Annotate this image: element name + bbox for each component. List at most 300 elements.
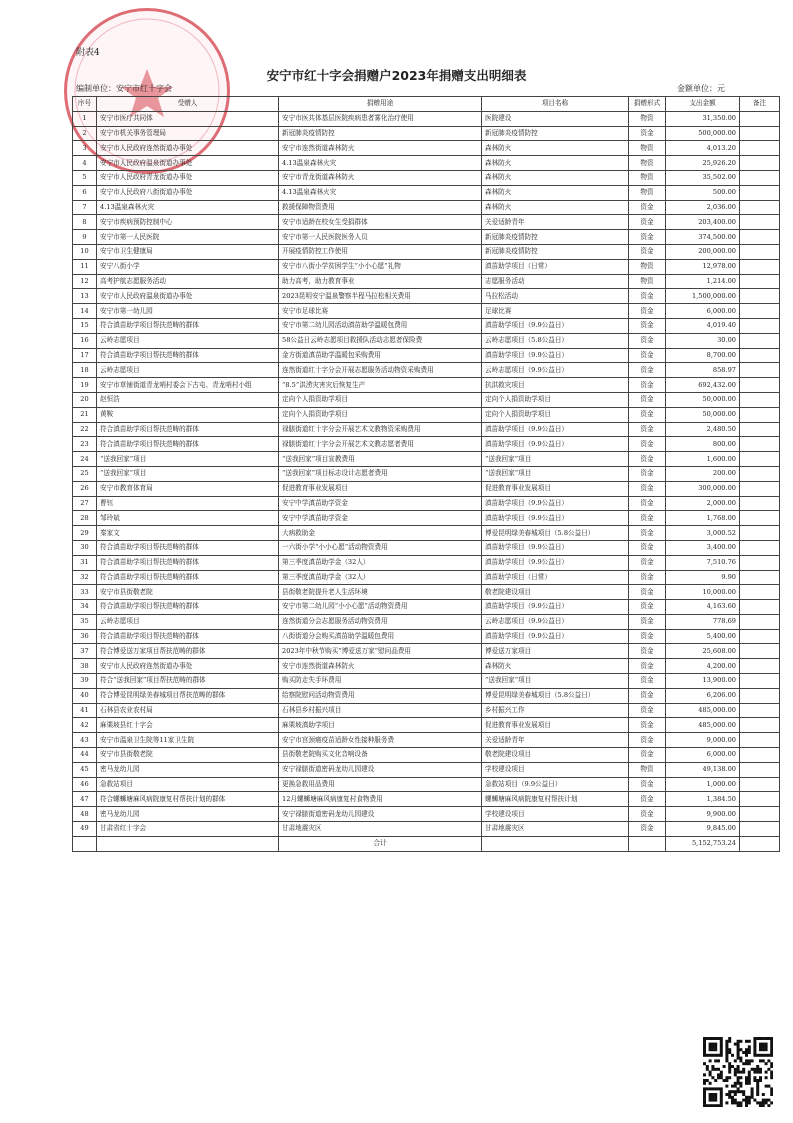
row-project: 定向个人捐资助学项目 bbox=[482, 407, 629, 422]
row-project: 云岭志愿项目（9.9公益日） bbox=[482, 614, 629, 629]
row-remark bbox=[740, 170, 780, 185]
row-purpose: “8.5”洪涝灾害灾后恢复生产 bbox=[279, 378, 482, 393]
row-no: 27 bbox=[73, 496, 97, 511]
row-purpose: 安宁中学滇苗助学资金 bbox=[279, 511, 482, 526]
row-recipient: 石林县农业农村局 bbox=[97, 703, 279, 718]
row-recipient: 安宁市人民政府八街街道办事处 bbox=[97, 185, 279, 200]
row-recipient: 符合滇苗助学项目帮扶范畴的群体 bbox=[97, 555, 279, 570]
row-form: 资金 bbox=[629, 230, 666, 245]
row-remark bbox=[740, 156, 780, 171]
table-row bbox=[73, 289, 780, 304]
table-row bbox=[73, 452, 780, 467]
row-form: 资金 bbox=[629, 333, 666, 348]
row-form: 物资 bbox=[629, 141, 666, 156]
row-recipient: 安宁市第一人民医院 bbox=[97, 230, 279, 245]
col-header-purpose: 捐赠用途 bbox=[279, 97, 482, 112]
row-remark bbox=[740, 629, 780, 644]
row-project: 森林防火 bbox=[482, 156, 629, 171]
row-recipient: 密马龙幼儿园 bbox=[97, 807, 279, 822]
row-no: 45 bbox=[73, 762, 97, 777]
row-remark bbox=[740, 777, 780, 792]
row-form: 资金 bbox=[629, 644, 666, 659]
row-no: 28 bbox=[73, 511, 97, 526]
row-recipient: 甘肃省红十字会 bbox=[97, 822, 279, 837]
row-recipient: 安宁市人民政府温泉街道办事处 bbox=[97, 156, 279, 171]
row-remark bbox=[740, 407, 780, 422]
row-recipient: 安宁市第一幼儿园 bbox=[97, 304, 279, 319]
row-purpose: 甘肃地震灾区 bbox=[279, 822, 482, 837]
page-title: 安宁市红十字会捐赠户2023年捐赠支出明细表 bbox=[266, 68, 527, 83]
row-no: 9 bbox=[73, 230, 97, 245]
row-no: 34 bbox=[73, 600, 97, 615]
row-remark bbox=[740, 304, 780, 319]
row-amount: 1,768.00 bbox=[666, 511, 740, 526]
row-project: 博爱昆明绿美春城项目（5.8公益日） bbox=[482, 526, 629, 541]
row-no: 38 bbox=[73, 659, 97, 674]
row-purpose: 金方街道滇苗助学温暖包采购费用 bbox=[279, 348, 482, 363]
row-purpose: 县街敬老院购买文化音响设备 bbox=[279, 748, 482, 763]
row-no: 31 bbox=[73, 555, 97, 570]
row-remark bbox=[740, 392, 780, 407]
row-no: 24 bbox=[73, 452, 97, 467]
row-form: 资金 bbox=[629, 422, 666, 437]
row-purpose: 4.13温泉森林火灾 bbox=[279, 156, 482, 171]
row-amount: 200.00 bbox=[666, 466, 740, 481]
row-project: 滇苗助学项目（9.9公益日） bbox=[482, 437, 629, 452]
row-purpose: 开展疫情防控工作使用 bbox=[279, 244, 482, 259]
row-amount: 1,384.50 bbox=[666, 792, 740, 807]
total-label: 合计 bbox=[279, 836, 482, 851]
row-no: 37 bbox=[73, 644, 97, 659]
table-row bbox=[73, 466, 780, 481]
table-row bbox=[73, 185, 780, 200]
row-amount: 778.69 bbox=[666, 614, 740, 629]
row-form: 资金 bbox=[629, 703, 666, 718]
row-project: 博爱送万家项目 bbox=[482, 644, 629, 659]
row-project: 博爱昆明绿美春城项目（5.8公益日） bbox=[482, 688, 629, 703]
row-no: 44 bbox=[73, 748, 97, 763]
table-header bbox=[73, 97, 780, 112]
table-row bbox=[73, 748, 780, 763]
row-recipient: 云岭志愿项目 bbox=[97, 363, 279, 378]
row-form: 资金 bbox=[629, 526, 666, 541]
row-no: 12 bbox=[73, 274, 97, 289]
row-form: 资金 bbox=[629, 540, 666, 555]
row-form: 资金 bbox=[629, 200, 666, 215]
row-purpose: 安宁市宫颈癌疫苗适龄女性接种服务费 bbox=[279, 733, 482, 748]
row-form: 资金 bbox=[629, 748, 666, 763]
row-purpose: 安宁市青龙街道森林防火 bbox=[279, 170, 482, 185]
row-project: 足球比赛 bbox=[482, 304, 629, 319]
row-remark bbox=[740, 215, 780, 230]
table-row bbox=[73, 540, 780, 555]
row-no: 39 bbox=[73, 674, 97, 689]
row-project: 新冠肺炎疫情防控 bbox=[482, 230, 629, 245]
row-purpose: 连然街道红十字分会开展志愿服务活动物资采购费用 bbox=[279, 363, 482, 378]
row-no: 36 bbox=[73, 629, 97, 644]
row-remark bbox=[740, 540, 780, 555]
row-recipient: 符合博爱昆明绿美春城项目帮扶范畴的群体 bbox=[97, 688, 279, 703]
row-amount: 692,432.00 bbox=[666, 378, 740, 393]
row-purpose: 禄脿街道红十字分会开展艺术文教志愿者费用 bbox=[279, 437, 482, 452]
row-form: 资金 bbox=[629, 792, 666, 807]
table-row bbox=[73, 511, 780, 526]
row-amount: 374,500.00 bbox=[666, 230, 740, 245]
row-no: 22 bbox=[73, 422, 97, 437]
row-recipient: 符合滇苗助学项目帮扶范畴的群体 bbox=[97, 437, 279, 452]
row-remark bbox=[740, 363, 780, 378]
row-remark bbox=[740, 644, 780, 659]
row-recipient: 黄鞍 bbox=[97, 407, 279, 422]
row-project: 关爱适龄青年 bbox=[482, 733, 629, 748]
row-form: 资金 bbox=[629, 718, 666, 733]
row-project: 学校建设项目 bbox=[482, 807, 629, 822]
row-form: 资金 bbox=[629, 674, 666, 689]
row-form: 资金 bbox=[629, 378, 666, 393]
row-recipient: 符合滇苗助学项目帮扶范畴的群体 bbox=[97, 318, 279, 333]
row-project: 滇苗助学项目（日常） bbox=[482, 570, 629, 585]
row-recipient: 符合滇苗助学项目帮扶范畴的群体 bbox=[97, 570, 279, 585]
row-remark bbox=[740, 792, 780, 807]
row-purpose: 给察院慰问活动物资费用 bbox=[279, 688, 482, 703]
row-form: 资金 bbox=[629, 614, 666, 629]
row-form: 资金 bbox=[629, 318, 666, 333]
row-form: 物资 bbox=[629, 259, 666, 274]
col-header-project: 项目名称 bbox=[482, 97, 629, 112]
row-amount: 49,138.00 bbox=[666, 762, 740, 777]
row-remark bbox=[740, 585, 780, 600]
row-remark bbox=[740, 762, 780, 777]
row-remark bbox=[740, 600, 780, 615]
row-project: 促进教育事业发展项目 bbox=[482, 481, 629, 496]
row-remark bbox=[740, 526, 780, 541]
row-purpose: 八街街道分会购买滇苗助学温暖包费用 bbox=[279, 629, 482, 644]
row-no: 21 bbox=[73, 407, 97, 422]
row-remark bbox=[740, 748, 780, 763]
row-amount: 35,502.00 bbox=[666, 170, 740, 185]
row-recipient: 密马龙幼儿园 bbox=[97, 762, 279, 777]
row-remark bbox=[740, 466, 780, 481]
row-recipient: 安宁市教育体育局 bbox=[97, 481, 279, 496]
row-purpose: 安宁市连然街道森林防火 bbox=[279, 141, 482, 156]
row-form: 物资 bbox=[629, 111, 666, 126]
table-row bbox=[73, 629, 780, 644]
row-project: 滇苗助学项目（9.9公益日） bbox=[482, 422, 629, 437]
row-amount: 4,200.00 bbox=[666, 659, 740, 674]
row-no: 25 bbox=[73, 466, 97, 481]
row-project: 云岭志愿项目（9.9公益日） bbox=[482, 363, 629, 378]
row-recipient: 符合博爱送万家项目帮扶范畴的群体 bbox=[97, 644, 279, 659]
col-header-form: 捐赠形式 bbox=[629, 97, 666, 112]
row-amount: 50,000.00 bbox=[666, 407, 740, 422]
row-amount: 4,013.20 bbox=[666, 141, 740, 156]
row-project: 滇苗助学项目（9.9公益日） bbox=[482, 540, 629, 555]
row-project: 滇苗助学项目（日常） bbox=[482, 259, 629, 274]
row-project: 马拉松活动 bbox=[482, 289, 629, 304]
row-project: 森林防火 bbox=[482, 141, 629, 156]
row-remark bbox=[740, 274, 780, 289]
row-purpose: 安宁市第二幼儿园活动滇苗助学温暖包费用 bbox=[279, 318, 482, 333]
table-row bbox=[73, 200, 780, 215]
row-amount: 9.90 bbox=[666, 570, 740, 585]
table-row bbox=[73, 688, 780, 703]
row-purpose: “送我回家”项目宣教费用 bbox=[279, 452, 482, 467]
row-purpose: 58公益日云岭志愿项目救援队活动志愿者保险费 bbox=[279, 333, 482, 348]
row-purpose: 安宁禄脿街道密码龙幼儿园建设 bbox=[279, 762, 482, 777]
row-recipient: 符合滇苗助学项目帮扶范畴的群体 bbox=[97, 348, 279, 363]
row-remark bbox=[740, 185, 780, 200]
row-form: 资金 bbox=[629, 555, 666, 570]
row-amount: 4,163.60 bbox=[666, 600, 740, 615]
row-form: 资金 bbox=[629, 659, 666, 674]
row-no: 33 bbox=[73, 585, 97, 600]
row-remark bbox=[740, 200, 780, 215]
table-row bbox=[73, 762, 780, 777]
row-amount: 2,000.00 bbox=[666, 496, 740, 511]
row-recipient: “送我回家”项目 bbox=[97, 452, 279, 467]
row-recipient: 安宁市县街敬老院 bbox=[97, 748, 279, 763]
unit-label: 金额单位：元 bbox=[677, 84, 725, 93]
row-form: 资金 bbox=[629, 807, 666, 822]
row-purpose: 石林县乡村振兴项目 bbox=[279, 703, 482, 718]
row-amount: 500,000.00 bbox=[666, 126, 740, 141]
row-form: 资金 bbox=[629, 466, 666, 481]
row-no: 47 bbox=[73, 792, 97, 807]
row-purpose: 安宁市足球比赛 bbox=[279, 304, 482, 319]
row-remark bbox=[740, 126, 780, 141]
row-project: 森林防火 bbox=[482, 170, 629, 185]
row-amount: 9,000.00 bbox=[666, 733, 740, 748]
table-row bbox=[73, 437, 780, 452]
row-recipient: 安宁市疾病预防控制中心 bbox=[97, 215, 279, 230]
row-purpose: 一六街小学“小小心愿”活动物资费用 bbox=[279, 540, 482, 555]
row-form: 资金 bbox=[629, 496, 666, 511]
row-form: 物资 bbox=[629, 274, 666, 289]
row-remark bbox=[740, 688, 780, 703]
row-project: 滇苗助学项目（9.9公益日） bbox=[482, 600, 629, 615]
row-amount: 13,900.00 bbox=[666, 674, 740, 689]
col-header-remark: 备注 bbox=[740, 97, 780, 112]
row-form: 资金 bbox=[629, 629, 666, 644]
row-project: 医院建设 bbox=[482, 111, 629, 126]
row-form: 资金 bbox=[629, 481, 666, 496]
row-amount: 800.00 bbox=[666, 437, 740, 452]
table-row bbox=[73, 378, 780, 393]
row-remark bbox=[740, 378, 780, 393]
row-recipient: “送我回家”项目 bbox=[97, 466, 279, 481]
row-no: 42 bbox=[73, 718, 97, 733]
row-amount: 203,400.00 bbox=[666, 215, 740, 230]
row-recipient: 麻栗坡县红十字会 bbox=[97, 718, 279, 733]
table-row bbox=[73, 777, 780, 792]
row-project: 促进教育事业发展项目 bbox=[482, 718, 629, 733]
row-amount: 6,206.00 bbox=[666, 688, 740, 703]
row-recipient: 安宁市人民政府温泉街道办事处 bbox=[97, 289, 279, 304]
row-project: 螺蛳塘麻风病院康复村帮扶计划 bbox=[482, 792, 629, 807]
row-purpose: 12月螺蛳塘麻风病康复村食物费用 bbox=[279, 792, 482, 807]
row-remark bbox=[740, 807, 780, 822]
row-form: 资金 bbox=[629, 688, 666, 703]
table-row bbox=[73, 363, 780, 378]
table-row bbox=[73, 422, 780, 437]
row-recipient: 符合滇苗助学项目帮扶范畴的群体 bbox=[97, 540, 279, 555]
row-form: 资金 bbox=[629, 126, 666, 141]
row-recipient: 4.13温泉森林火灾 bbox=[97, 200, 279, 215]
table-row bbox=[73, 718, 780, 733]
row-form: 资金 bbox=[629, 570, 666, 585]
row-project: 森林防火 bbox=[482, 200, 629, 215]
row-recipient: 安宁市人民政府连然街道办事处 bbox=[97, 141, 279, 156]
row-remark bbox=[740, 244, 780, 259]
row-form: 资金 bbox=[629, 363, 666, 378]
row-project: 定向个人捐资助学项目 bbox=[482, 392, 629, 407]
row-amount: 2,036.00 bbox=[666, 200, 740, 215]
row-purpose: 4.13温泉森林火灾 bbox=[279, 185, 482, 200]
row-form: 资金 bbox=[629, 407, 666, 422]
row-purpose: 2023昆明安宁温泉警察半程马拉松相关费用 bbox=[279, 289, 482, 304]
table-row bbox=[73, 170, 780, 185]
row-remark bbox=[740, 437, 780, 452]
col-header-no: 序号 bbox=[73, 97, 97, 112]
row-recipient: 安宁市温泉卫生院等11家卫生院 bbox=[97, 733, 279, 748]
row-no: 11 bbox=[73, 259, 97, 274]
row-remark bbox=[740, 674, 780, 689]
row-form: 资金 bbox=[629, 348, 666, 363]
row-remark bbox=[740, 733, 780, 748]
row-remark bbox=[740, 511, 780, 526]
row-no: 20 bbox=[73, 392, 97, 407]
row-purpose: 购买防走失手环费用 bbox=[279, 674, 482, 689]
row-amount: 4,019.40 bbox=[666, 318, 740, 333]
table-row bbox=[73, 407, 780, 422]
row-form: 物资 bbox=[629, 170, 666, 185]
row-recipient: 安宁八街小学 bbox=[97, 259, 279, 274]
row-purpose: 更换急救用品费用 bbox=[279, 777, 482, 792]
table-row bbox=[73, 156, 780, 171]
row-purpose: 促进教育事业发展项目 bbox=[279, 481, 482, 496]
row-form: 资金 bbox=[629, 392, 666, 407]
row-recipient: 安宁市机关事务管理局 bbox=[97, 126, 279, 141]
row-form: 物资 bbox=[629, 185, 666, 200]
row-form: 资金 bbox=[629, 304, 666, 319]
row-no: 32 bbox=[73, 570, 97, 585]
row-project: “送我回家”项目 bbox=[482, 674, 629, 689]
row-no: 2 bbox=[73, 126, 97, 141]
row-purpose: 安宁市医共体基层医院疾病患者雾化治疗使用 bbox=[279, 111, 482, 126]
row-form: 资金 bbox=[629, 600, 666, 615]
row-project: 滇苗助学项目（9.9公益日） bbox=[482, 629, 629, 644]
row-purpose: 新冠肺炎疫情防控 bbox=[279, 126, 482, 141]
row-amount: 10,000.00 bbox=[666, 585, 740, 600]
row-no: 46 bbox=[73, 777, 97, 792]
table-row bbox=[73, 674, 780, 689]
row-purpose: 连然街道分会志愿服务活动物资费用 bbox=[279, 614, 482, 629]
row-project: 滇苗助学项目（9.9公益日） bbox=[482, 348, 629, 363]
row-remark bbox=[740, 452, 780, 467]
col-header-amount: 支出金额 bbox=[666, 97, 740, 112]
row-form: 资金 bbox=[629, 289, 666, 304]
donation-table bbox=[72, 96, 780, 852]
table-row bbox=[73, 304, 780, 319]
row-purpose: 麻栗坡滇助学项目 bbox=[279, 718, 482, 733]
row-purpose: 安宁市八街小学贫困学生“小小心愿”礼物 bbox=[279, 259, 482, 274]
row-remark bbox=[740, 703, 780, 718]
row-purpose: 禄脿街道红十字分会开展艺术文教物资采购费用 bbox=[279, 422, 482, 437]
row-purpose: 安宁中学滇苗助学资金 bbox=[279, 496, 482, 511]
row-form: 物资 bbox=[629, 762, 666, 777]
row-recipient: 符合滇苗助学项目帮扶范畴的群体 bbox=[97, 422, 279, 437]
row-project: 新冠肺炎疫情防控 bbox=[482, 244, 629, 259]
row-no: 1 bbox=[73, 111, 97, 126]
row-no: 16 bbox=[73, 333, 97, 348]
row-remark bbox=[740, 422, 780, 437]
row-recipient: 符合滇苗助学项目帮扶范畴的群体 bbox=[97, 600, 279, 615]
row-no: 49 bbox=[73, 822, 97, 837]
row-amount: 1,000.00 bbox=[666, 777, 740, 792]
table-row bbox=[73, 348, 780, 363]
row-remark bbox=[740, 555, 780, 570]
row-project: 甘肃地震灾区 bbox=[482, 822, 629, 837]
row-remark bbox=[740, 496, 780, 511]
table-row bbox=[73, 274, 780, 289]
row-project: 乡村振兴工作 bbox=[482, 703, 629, 718]
row-recipient: 安宁市人民政府青龙街道办事处 bbox=[97, 170, 279, 185]
row-purpose: 大病救助金 bbox=[279, 526, 482, 541]
row-no: 23 bbox=[73, 437, 97, 452]
table-row bbox=[73, 496, 780, 511]
row-no: 19 bbox=[73, 378, 97, 393]
row-amount: 500.00 bbox=[666, 185, 740, 200]
row-recipient: 高考护航志愿服务活动 bbox=[97, 274, 279, 289]
row-amount: 300,000.00 bbox=[666, 481, 740, 496]
row-no: 15 bbox=[73, 318, 97, 333]
row-amount: 3,000.52 bbox=[666, 526, 740, 541]
row-project: 滇苗助学项目（9.9公益日） bbox=[482, 318, 629, 333]
row-remark bbox=[740, 230, 780, 245]
row-recipient: 符合“送我回家”项目帮扶范畴的群体 bbox=[97, 674, 279, 689]
row-form: 资金 bbox=[629, 452, 666, 467]
row-amount: 5,400.00 bbox=[666, 629, 740, 644]
row-project: “送我回家”项目 bbox=[482, 452, 629, 467]
row-amount: 31,350.00 bbox=[666, 111, 740, 126]
row-purpose: 救援保障物资费用 bbox=[279, 200, 482, 215]
row-purpose: 2023年中秋节购买”博爱送万家“慰问品费用 bbox=[279, 644, 482, 659]
row-purpose: 安宁市适龄在校女生受捐群体 bbox=[279, 215, 482, 230]
row-remark bbox=[740, 718, 780, 733]
table-row bbox=[73, 318, 780, 333]
row-amount: 25,926.20 bbox=[666, 156, 740, 171]
row-amount: 485,000.00 bbox=[666, 718, 740, 733]
row-project: 云岭志愿项目（5.8公益日） bbox=[482, 333, 629, 348]
table-row bbox=[73, 570, 780, 585]
table-row bbox=[73, 807, 780, 822]
row-amount: 3,400.00 bbox=[666, 540, 740, 555]
table-row bbox=[73, 333, 780, 348]
row-remark bbox=[740, 333, 780, 348]
row-recipient: 曹钰 bbox=[97, 496, 279, 511]
row-recipient: 邹玲斌 bbox=[97, 511, 279, 526]
row-no: 35 bbox=[73, 614, 97, 629]
table-row bbox=[73, 215, 780, 230]
row-recipient: 云岭志愿项目 bbox=[97, 333, 279, 348]
row-purpose: “送我回家”项目标志设计志愿者费用 bbox=[279, 466, 482, 481]
row-amount: 6,000.00 bbox=[666, 748, 740, 763]
row-recipient: 符合螺蛳塘麻风病院康复村帮扶计划的群体 bbox=[97, 792, 279, 807]
row-form: 物资 bbox=[629, 156, 666, 171]
row-recipient: 安宁市卫生健康局 bbox=[97, 244, 279, 259]
row-remark bbox=[740, 348, 780, 363]
row-no: 13 bbox=[73, 289, 97, 304]
